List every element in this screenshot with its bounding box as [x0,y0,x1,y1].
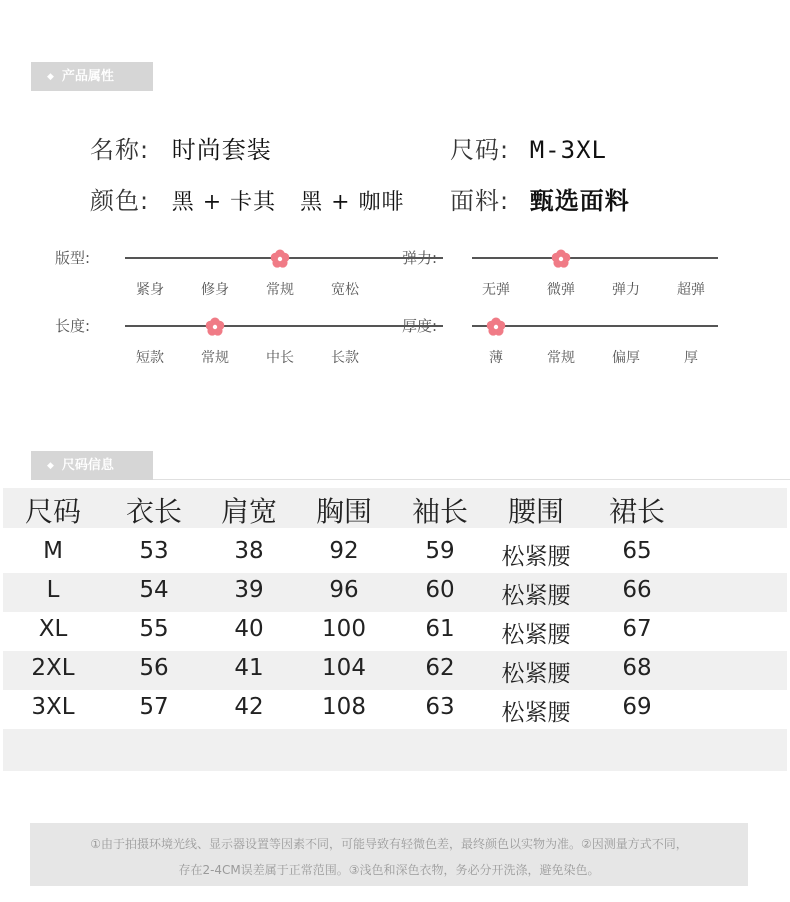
rating-option: 常规 [266,282,294,298]
attr-size [450,130,607,165]
rating-option: 无弹 [482,282,510,298]
rating-option: 超弹 [677,282,705,298]
rating-scale [55,249,443,309]
section-tag-attributes [31,62,153,91]
table-cell: 56 [139,655,169,681]
rating-track [472,257,718,259]
table-cell: 63 [425,694,455,720]
table-cell: XL [38,616,68,642]
table-cell: L [46,577,60,603]
table-header-cell: 衣长 [125,495,183,528]
table-cell: 69 [622,694,652,720]
table-cell: 2XL [31,655,75,681]
table-row [3,573,787,612]
table-cell: 54 [139,577,169,603]
rating-option: 宽松 [331,282,359,298]
attr-value: 黑 + 卡其 黑 + 咖啡 [171,190,405,215]
rating-option: 紧身 [136,282,164,298]
table-cell: 57 [139,694,169,720]
table-filler-row [3,729,787,771]
table-cell: 59 [425,538,455,564]
table-cell: 39 [234,577,264,603]
table-row [3,534,787,573]
attr-label: 尺码: [450,136,510,164]
rating-scale [55,317,443,377]
rating-label: 版型: [55,249,91,267]
rating-option: 薄 [489,350,503,366]
rating-option: 弹力 [612,282,640,298]
rating-option: 中长 [266,350,294,366]
table-cell: 40 [234,616,264,642]
table-cell: 62 [425,655,455,681]
table-cell: 松紧腰 [501,544,571,570]
table-cell: 100 [322,616,366,642]
flower-marker-icon [550,248,572,270]
rating-scale [402,249,718,309]
rating-option: 长款 [331,350,359,366]
table-header-cell: 腰围 [507,495,565,528]
attr-name [90,130,272,165]
footer-note [30,823,748,886]
attr-label: 名称: [90,136,150,164]
flower-marker-icon [204,316,226,338]
table-header-row [3,488,787,528]
table-cell: 60 [425,577,455,603]
footer-line: ①由于拍摄环境光线、显示器设置等因素不同，可能导致有轻微色差，最终颜色以实物为准。②因测量方式不同， [90,837,688,851]
rating-option: 偏厚 [612,350,640,366]
table-cell: M [43,538,63,564]
attr-label: 面料: [450,187,510,215]
divider [153,479,790,480]
rating-option: 常规 [201,350,229,366]
table-cell: 3XL [31,694,75,720]
rating-track [125,325,443,327]
table-header-cell: 裙长 [608,495,666,528]
rating-option: 微弹 [547,282,575,298]
rating-option: 厚 [684,350,698,366]
table-cell: 松紧腰 [501,661,571,687]
table-cell: 41 [234,655,264,681]
table-cell: 108 [322,694,366,720]
table-cell: 松紧腰 [501,583,571,609]
rating-label: 长度: [55,317,91,335]
table-cell: 65 [622,538,652,564]
section-title: 产品属性 [61,69,114,84]
rating-option: 常规 [547,350,575,366]
table-cell: 61 [425,616,455,642]
table-header-cell: 肩宽 [220,495,278,528]
table-cell: 68 [622,655,652,681]
rating-option: 短款 [136,350,164,366]
table-cell: 松紧腰 [501,622,571,648]
table-cell: 67 [622,616,652,642]
attr-value: 时尚套装 [171,136,272,164]
table-cell: 66 [622,577,652,603]
rating-option: 修身 [201,282,229,298]
flower-marker-icon [269,248,291,270]
table-row [3,612,787,651]
rating-label: 厚度: [402,317,438,335]
diamond-icon: ◆ [47,72,54,82]
table-cell: 55 [139,616,169,642]
table-cell: 96 [329,577,359,603]
diamond-icon: ◆ [47,461,54,471]
table-cell: 松紧腰 [501,700,571,726]
table-row [3,651,787,690]
section-tag-size [31,451,153,480]
table-cell: 92 [329,538,359,564]
attr-label: 颜色: [90,187,150,215]
rating-label: 弹力: [402,249,438,267]
table-header-cell: 胸围 [315,495,373,528]
footer-line: 存在2-4CM误差属于正常范围。③浅色和深色衣物，务必分开洗涤，避免染色。 [178,863,600,877]
table-cell: 104 [322,655,366,681]
table-row [3,690,787,729]
flower-marker-icon [485,316,507,338]
attr-value: 甄选面料 [529,187,630,215]
table-cell: 38 [234,538,264,564]
table-header-cell: 袖长 [411,495,469,528]
section-title: 尺码信息 [61,458,114,473]
rating-scale [402,317,718,377]
attr-fabric [450,181,630,216]
table-cell: 42 [234,694,264,720]
rating-track [472,325,718,327]
attr-value: M-3XL [529,136,607,164]
table-header-cell: 尺码 [24,495,82,528]
table-cell: 53 [139,538,169,564]
attr-color [90,181,405,216]
